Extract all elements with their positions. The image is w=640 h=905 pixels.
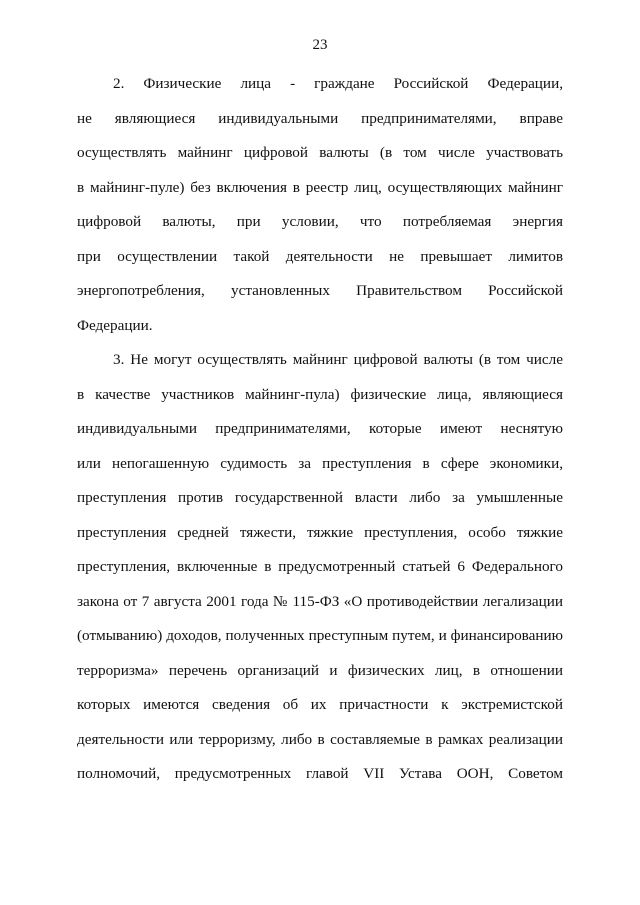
page-number: 23 (312, 37, 328, 53)
text-line: полномочий, предусмотренных главой VII Устава ООН, Советом (77, 765, 563, 782)
paragraph-item-3 (77, 349, 563, 798)
text-line: цифровой валюты, при условии, что потребляемая энергия (77, 213, 563, 230)
text-line: преступления, включенные в предусмотренный статьей 6 Федерального (77, 558, 563, 575)
text-line: Федерации. (77, 316, 153, 334)
text-line: осуществлять майнинг цифровой валюты (в том числе участвовать (77, 144, 563, 161)
text-line: деятельности или терроризму, либо в составляемые в рамках реализации (77, 730, 563, 748)
text-line: в майнинг-пуле) без включения в реестр лиц, осуществляющих майнинг (77, 178, 563, 196)
text-line: 2. Физические лица - граждане Российской Федерации, (113, 75, 563, 92)
text-line: терроризма» перечень организаций и физических лиц, в отношении (77, 661, 563, 679)
text-line: энергопотребления, установленных Правительством Российской (77, 282, 563, 299)
text-line: при осуществлении такой деятельности не превышает лимитов (77, 247, 563, 265)
text-line: закона от 7 августа 2001 года № 115-ФЗ «О противодействии легализации (77, 592, 563, 610)
text-line: не являющиеся индивидуальными предпринимателями, вправе (77, 109, 563, 127)
text-line: или непогашенную судимость за преступления в сфере экономики, (77, 454, 563, 472)
text-line: в качестве участников майнинг-пула) физические лица, являющиеся (77, 385, 563, 403)
text-line: которых имеются сведения об их причастности к экстремистской (77, 696, 563, 713)
text-line: преступления средней тяжести, тяжкие преступления, особо тяжкие (77, 523, 563, 541)
text-line: (отмыванию) доходов, полученных преступным путем, и финансированию (77, 627, 563, 644)
paragraph-item-2 (77, 73, 563, 349)
text-line: индивидуальными предпринимателями, которые имеют неснятую (77, 420, 563, 437)
text-line: 3. Не могут осуществлять майнинг цифровой валюты (в том числе (113, 351, 563, 368)
text-line: преступления против государственной власти либо за умышленные (77, 489, 563, 506)
